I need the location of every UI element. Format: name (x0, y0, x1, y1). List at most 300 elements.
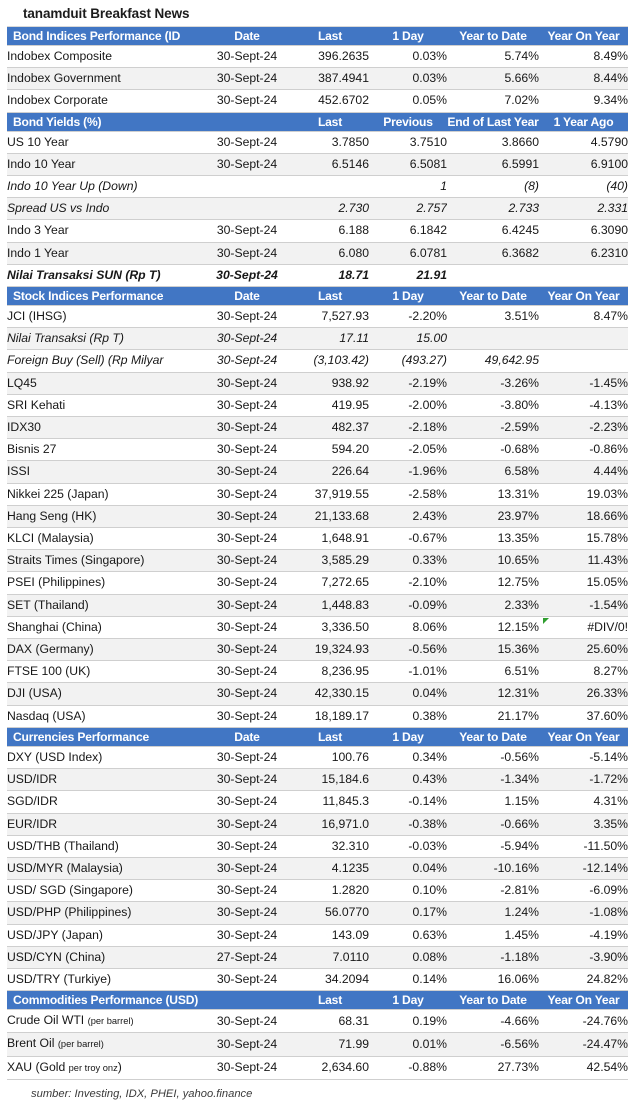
cell-day: 6.0781 (369, 242, 447, 264)
column-header: Year to Date (447, 728, 539, 747)
cell-ytd: 23.97% (447, 505, 539, 527)
row-label-text (7, 506, 203, 527)
cell-day: 0.08% (369, 946, 447, 968)
row-label-main: Nasdaq (USA) (7, 708, 86, 723)
cell-yoy: -4.13% (539, 394, 628, 416)
cell-date: 30-Sept-24 (203, 683, 291, 705)
cell-yoy: 24.82% (539, 968, 628, 990)
cell-last: 1.2820 (291, 880, 369, 902)
cell-day: -2.20% (369, 306, 447, 328)
cell-date (203, 198, 291, 220)
cell-yoy (539, 350, 628, 372)
row-label-main: USD/MYR (Malaysia) (7, 860, 123, 875)
cell-yoy: 11.43% (539, 550, 628, 572)
row-label-main: Nilai Transaksi SUN (Rp T) (7, 267, 161, 282)
row-label-tail: ) (117, 1059, 122, 1074)
cell-ytd: 3.51% (447, 306, 539, 328)
cell-date (203, 176, 291, 198)
row-label (7, 461, 203, 483)
row-label (7, 857, 203, 879)
table-row (7, 791, 628, 813)
row-label (7, 198, 203, 220)
column-header-blank (203, 113, 291, 132)
cell-last: 226.64 (291, 461, 369, 483)
cell-last: 7,527.93 (291, 306, 369, 328)
cell-ytd: 6.51% (447, 661, 539, 683)
column-header: Date (203, 287, 291, 306)
table-row (7, 924, 628, 946)
cell-yoy: (40) (539, 176, 628, 198)
cell-day: -0.56% (369, 639, 447, 661)
row-label-main: DAX (Germany) (7, 642, 94, 657)
cell-ytd: -2.81% (447, 880, 539, 902)
row-label-text (7, 1033, 203, 1055)
row-label-main: USD/CYN (China) (7, 949, 106, 964)
row-label-text (7, 639, 203, 660)
section-header-label (7, 287, 203, 306)
cell-date: 30-Sept-24 (203, 90, 291, 112)
row-label (7, 572, 203, 594)
cell-date: 30-Sept-24 (203, 68, 291, 90)
row-label-text (7, 550, 203, 571)
cell-yoy: 18.66% (539, 505, 628, 527)
cell-date: 30-Sept-24 (203, 857, 291, 879)
cell-ytd: 1.45% (447, 924, 539, 946)
table-row (7, 968, 628, 990)
cell-day: -0.09% (369, 594, 447, 616)
cell-last: 16,971.0 (291, 813, 369, 835)
row-label (7, 528, 203, 550)
cell-yoy: 42.54% (539, 1056, 628, 1079)
cell-date: 30-Sept-24 (203, 153, 291, 175)
row-label (7, 131, 203, 153)
cell-last: 387.4941 (291, 68, 369, 90)
row-label (7, 1056, 203, 1079)
column-header: Year On Year (539, 287, 628, 306)
cell-last: 15,184.6 (291, 769, 369, 791)
row-label (7, 661, 203, 683)
row-label-text (7, 373, 203, 394)
cell-last: 17.11 (291, 328, 369, 350)
cell-day: -1.96% (369, 461, 447, 483)
cell-last: 68.31 (291, 1010, 369, 1033)
row-label-main: XAU (Gold (7, 1059, 69, 1074)
cell-day: 0.34% (369, 746, 447, 768)
cell-ytd: 27.73% (447, 1056, 539, 1079)
row-label-text (7, 176, 203, 197)
cell-date: 30-Sept-24 (203, 1010, 291, 1033)
cell-yoy: -3.90% (539, 946, 628, 968)
cell-date: 30-Sept-24 (203, 461, 291, 483)
cell-yoy: -11.50% (539, 835, 628, 857)
cell-ytd: -1.34% (447, 769, 539, 791)
cell-yoy: -1.72% (539, 769, 628, 791)
cell-last: 6.5146 (291, 153, 369, 175)
cell-ytd: 13.35% (447, 528, 539, 550)
table-row (7, 594, 628, 616)
cell-date: 30-Sept-24 (203, 483, 291, 505)
cell-day: 1 (369, 176, 447, 198)
row-label-text (7, 947, 203, 968)
cell-day: 0.04% (369, 683, 447, 705)
column-header: Year On Year (539, 991, 628, 1010)
cell-day: 0.03% (369, 46, 447, 68)
cell-date: 30-Sept-24 (203, 394, 291, 416)
row-label-main: Crude Oil WTI (7, 1013, 88, 1028)
table-row (7, 328, 628, 350)
row-label-main: Foreign Buy (Sell) (Rp Milyar (7, 353, 164, 368)
cell-last: 8,236.95 (291, 661, 369, 683)
row-label-main: EUR/IDR (7, 816, 58, 831)
cell-last: 396.2635 (291, 46, 369, 68)
column-header: Last (291, 991, 369, 1010)
cell-date: 30-Sept-24 (203, 1056, 291, 1079)
cell-last: 2,634.60 (291, 1056, 369, 1079)
cell-date: 30-Sept-24 (203, 661, 291, 683)
column-header: Last (291, 728, 369, 747)
cell-day: -0.14% (369, 791, 447, 813)
row-label-main: USD/IDR (7, 772, 58, 787)
cell-day: 15.00 (369, 328, 447, 350)
row-label-text (7, 220, 203, 241)
row-label-text (7, 769, 203, 790)
table-row (7, 439, 628, 461)
cell-ytd: 1.24% (447, 902, 539, 924)
cell-last: 100.76 (291, 746, 369, 768)
row-label-main: Nilai Transaksi (Rp T) (7, 331, 124, 346)
table-commodities (7, 991, 628, 1080)
row-label-text (7, 747, 203, 768)
cell-date: 30-Sept-24 (203, 328, 291, 350)
cell-ytd: 5.74% (447, 46, 539, 68)
cell-ytd: 10.65% (447, 550, 539, 572)
cell-last: 3,585.29 (291, 550, 369, 572)
cell-last: (3,103.42) (291, 350, 369, 372)
table-row (7, 550, 628, 572)
cell-day: -2.58% (369, 483, 447, 505)
cell-yoy: -5.14% (539, 746, 628, 768)
cell-yoy: 8.47% (539, 306, 628, 328)
cell-ytd: 49,642.95 (447, 350, 539, 372)
row-label-main: Shanghai (China) (7, 619, 102, 634)
error-flag-icon (543, 618, 549, 624)
cell-date: 30-Sept-24 (203, 968, 291, 990)
cell-ytd: -0.68% (447, 439, 539, 461)
cell-day: -2.00% (369, 394, 447, 416)
cell-yoy: 15.05% (539, 572, 628, 594)
cell-yoy: -1.45% (539, 372, 628, 394)
row-label-main: ISSI (7, 464, 31, 479)
cell-date: 30-Sept-24 (203, 835, 291, 857)
cell-last: 42,330.15 (291, 683, 369, 705)
row-label-text (7, 836, 203, 857)
table-row (7, 264, 628, 286)
cell-day: -0.38% (369, 813, 447, 835)
section-header-text: Stock Indices Performance (13, 289, 164, 304)
cell-yoy: -24.76% (539, 1010, 628, 1033)
table-row (7, 153, 628, 175)
section-header-currencies (7, 728, 628, 747)
row-label-main: Spread US vs Indo (7, 201, 110, 216)
cell-last: 4.1235 (291, 857, 369, 879)
row-label (7, 68, 203, 90)
cell-ytd: -2.59% (447, 417, 539, 439)
table-row (7, 394, 628, 416)
row-label (7, 550, 203, 572)
cell-ytd: -6.56% (447, 1033, 539, 1056)
cell-date: 30-Sept-24 (203, 220, 291, 242)
cell-ytd: 21.17% (447, 705, 539, 727)
cell-date: 30-Sept-24 (203, 705, 291, 727)
cell-day: 8.06% (369, 616, 447, 638)
cell-ytd (447, 328, 539, 350)
row-label (7, 746, 203, 768)
table-row (7, 461, 628, 483)
cell-date: 30-Sept-24 (203, 350, 291, 372)
table-bond_indices (7, 27, 628, 113)
cell-date: 30-Sept-24 (203, 505, 291, 527)
cell-yoy: 9.34% (539, 90, 628, 112)
cell-yoy: 6.9100 (539, 153, 628, 175)
cell-ytd: 12.75% (447, 572, 539, 594)
row-label (7, 835, 203, 857)
row-label (7, 705, 203, 727)
cell-day: 0.04% (369, 857, 447, 879)
row-label-main: USD/PHP (Philippines) (7, 905, 132, 920)
cell-last: 71.99 (291, 1033, 369, 1056)
row-label-text (7, 617, 203, 638)
row-label-text (7, 328, 203, 349)
table-row (7, 746, 628, 768)
cell-last: 6.080 (291, 242, 369, 264)
cell-ytd: 7.02% (447, 90, 539, 112)
row-label-main: Indobex Composite (7, 49, 113, 63)
cell-date: 30-Sept-24 (203, 417, 291, 439)
row-label (7, 242, 203, 264)
cell-last: 938.92 (291, 372, 369, 394)
row-label (7, 683, 203, 705)
cell-day: -0.03% (369, 835, 447, 857)
cell-last: 143.09 (291, 924, 369, 946)
row-label-text (7, 1057, 203, 1079)
table-row (7, 835, 628, 857)
row-label-text (7, 132, 203, 153)
table-row (7, 528, 628, 550)
row-label-text (7, 350, 203, 371)
table-row (7, 417, 628, 439)
cell-day: 2.43% (369, 505, 447, 527)
table-row (7, 705, 628, 727)
cell-yoy (539, 616, 628, 638)
cell-yoy: -24.47% (539, 1033, 628, 1056)
cell-ytd: -0.66% (447, 813, 539, 835)
cell-date: 30-Sept-24 (203, 639, 291, 661)
row-label-main: PSEI (Philippines) (7, 575, 106, 590)
row-label-main: Indo 1 Year (7, 245, 69, 260)
row-label-main: Indobex Corporate (7, 93, 108, 108)
row-label (7, 417, 203, 439)
table-row (7, 769, 628, 791)
cell-last: 1,648.91 (291, 528, 369, 550)
cell-yoy: -4.19% (539, 924, 628, 946)
cell-date: 27-Sept-24 (203, 946, 291, 968)
cell-date: 30-Sept-24 (203, 594, 291, 616)
column-header: Last (291, 27, 369, 46)
column-header: 1 Day (369, 728, 447, 747)
cell-ytd: 1.15% (447, 791, 539, 813)
cell-ytd (447, 264, 539, 286)
row-label-text (7, 395, 203, 416)
row-label (7, 394, 203, 416)
tables-root (7, 27, 628, 1080)
column-header: Year to Date (447, 27, 539, 46)
table-row (7, 372, 628, 394)
cell-ytd: 6.4245 (447, 220, 539, 242)
row-label-text (7, 969, 203, 990)
row-label (7, 153, 203, 175)
row-label-text (7, 572, 203, 593)
table-row (7, 90, 628, 112)
cell-last: 18,189.17 (291, 705, 369, 727)
cell-date: 30-Sept-24 (203, 131, 291, 153)
row-label-note: (per barrel) (57, 1039, 104, 1050)
cell-yoy: 25.60% (539, 639, 628, 661)
row-label-text (7, 265, 203, 286)
cell-ytd: 16.06% (447, 968, 539, 990)
column-header: 1 Year Ago (539, 113, 628, 132)
row-label-main: DXY (USD Index) (7, 749, 103, 764)
column-header: Year On Year (539, 27, 628, 46)
column-header: 1 Day (369, 27, 447, 46)
table-row (7, 857, 628, 879)
row-label-main: Nikkei 225 (Japan) (7, 486, 109, 501)
row-label-main: USD/TRY (Turkiye) (7, 971, 112, 986)
row-label (7, 505, 203, 527)
column-header-blank (203, 991, 291, 1010)
cell-date: 30-Sept-24 (203, 924, 291, 946)
section-header-bond_yields (7, 113, 628, 132)
cell-date: 30-Sept-24 (203, 528, 291, 550)
column-header: Last (291, 113, 369, 132)
table-row (7, 683, 628, 705)
table-row (7, 198, 628, 220)
cell-day: 0.01% (369, 1033, 447, 1056)
table-row (7, 1056, 628, 1079)
row-label (7, 483, 203, 505)
cell-day: 3.7510 (369, 131, 447, 153)
cell-day: -0.88% (369, 1056, 447, 1079)
table-bond_yields (7, 113, 628, 287)
cell-yoy: 4.5790 (539, 131, 628, 153)
row-label-main: Straits Times (Singapore) (7, 553, 145, 568)
cell-yoy (539, 328, 628, 350)
cell-yoy: 8.44% (539, 68, 628, 90)
cell-yoy: 19.03% (539, 483, 628, 505)
row-label-text (7, 484, 203, 505)
cell-date: 30-Sept-24 (203, 813, 291, 835)
cell-yoy: -12.14% (539, 857, 628, 879)
cell-ytd: 12.15% (447, 616, 539, 638)
cell-yoy: 8.27% (539, 661, 628, 683)
cell-yoy: 2.331 (539, 198, 628, 220)
table-row (7, 350, 628, 372)
cell-day: 0.63% (369, 924, 447, 946)
cell-day: 6.1842 (369, 220, 447, 242)
cell-date: 30-Sept-24 (203, 791, 291, 813)
cell-date: 30-Sept-24 (203, 902, 291, 924)
row-label-main: USD/JPY (Japan) (7, 927, 103, 942)
cell-day: 0.14% (369, 968, 447, 990)
row-label-main: USD/ SGD (Singapore) (7, 883, 133, 898)
column-header: Previous (369, 113, 447, 132)
cell-last: 18.71 (291, 264, 369, 286)
table-row (7, 505, 628, 527)
cell-ytd: 2.33% (447, 594, 539, 616)
cell-ytd: (8) (447, 176, 539, 198)
cell-ytd: 5.66% (447, 68, 539, 90)
row-label-main: Indo 10 Year Up (Down) (7, 179, 138, 194)
section-header-text: Bond Yields (%) (13, 114, 102, 129)
cell-last: 3,336.50 (291, 616, 369, 638)
row-label (7, 880, 203, 902)
cell-yoy: 4.31% (539, 791, 628, 813)
section-header-label (7, 27, 203, 46)
table-row (7, 639, 628, 661)
cell-last: 3.7850 (291, 131, 369, 153)
row-label-text (7, 154, 203, 175)
table-row (7, 946, 628, 968)
cell-last: 6.188 (291, 220, 369, 242)
row-label-main: Bisnis 27 (7, 442, 57, 457)
cell-yoy: 4.44% (539, 461, 628, 483)
table-row (7, 306, 628, 328)
row-label (7, 1010, 203, 1033)
cell-day: 0.43% (369, 769, 447, 791)
table-row (7, 880, 628, 902)
cell-date: 30-Sept-24 (203, 264, 291, 286)
row-label (7, 946, 203, 968)
column-header: Year to Date (447, 287, 539, 306)
row-label-text (7, 706, 203, 727)
cell-ytd: 6.3682 (447, 242, 539, 264)
cell-date: 30-Sept-24 (203, 572, 291, 594)
cell-ytd: -0.56% (447, 746, 539, 768)
section-header-commodities (7, 991, 628, 1010)
row-label (7, 791, 203, 813)
cell-day: -2.19% (369, 372, 447, 394)
cell-date: 30-Sept-24 (203, 46, 291, 68)
section-header-label (7, 728, 203, 747)
cell-last: 452.6702 (291, 90, 369, 112)
cell-ytd: -1.18% (447, 946, 539, 968)
cell-ytd: -5.94% (447, 835, 539, 857)
row-label-main: FTSE 100 (UK) (7, 664, 91, 679)
row-label-note: (per barrel) (87, 1016, 134, 1027)
cell-date: 30-Sept-24 (203, 372, 291, 394)
cell-last: 594.20 (291, 439, 369, 461)
cell-date: 30-Sept-24 (203, 306, 291, 328)
row-label-text (7, 306, 203, 327)
cell-day: -2.10% (369, 572, 447, 594)
cell-date: 30-Sept-24 (203, 550, 291, 572)
cell-yoy: 8.49% (539, 46, 628, 68)
row-label (7, 350, 203, 372)
row-label-text (7, 661, 203, 682)
row-label (7, 1033, 203, 1056)
cell-day: -1.01% (369, 661, 447, 683)
table-row (7, 176, 628, 198)
cell-date: 30-Sept-24 (203, 242, 291, 264)
